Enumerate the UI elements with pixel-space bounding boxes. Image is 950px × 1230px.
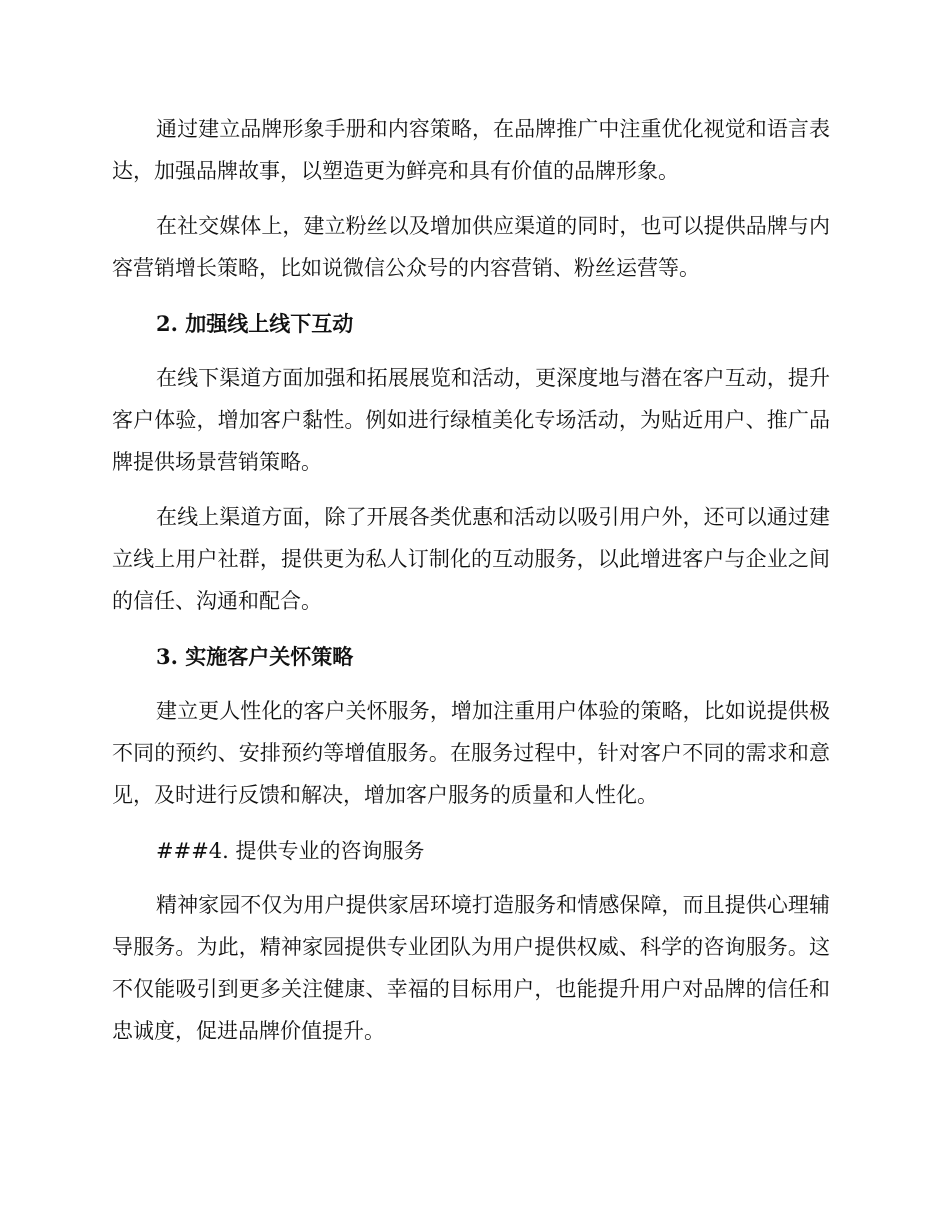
heading-online-offline-interaction: 2. 加强线上线下互动: [156, 311, 354, 336]
paragraph-online-channels: 在线上渠道方面，除了开展各类优惠和活动以吸引用户外，还可以通过建立线上用户社群，提供更为私人订制化的互动服务，以此增进客户与企业之间的信任、沟通和配合。: [112, 505, 830, 613]
paragraph-customer-care: 建立更人性化的客户关怀服务，增加注重用户体验的策略，比如说提供极不同的预约、安排预约等增值服务。在服务过程中，针对客户不同的需求和意见，及时进行反馈和解决，增加客户服务的质量和人性化。: [112, 699, 830, 807]
heading-customer-care: 3. 实施客户关怀策略: [156, 644, 354, 669]
paragraph-social-media: 在社交媒体上，建立粉丝以及增加供应渠道的同时，也可以提供品牌与内容营销增长策略，比如说微信公众号的内容营销、粉丝运营等。: [112, 214, 830, 280]
paragraph-offline-channels: 在线下渠道方面加强和拓展展览和活动，更深度地与潜在客户互动，提升客户体验，增加客户黏性。例如进行绿植美化专场活动，为贴近用户、推广品牌提供场景营销策略。: [112, 366, 830, 474]
paragraph-consulting-service: 精神家园不仅为用户提供家居环境打造服务和情感保障，而且提供心理辅导服务。为此，精神家园提供专业团队为用户提供权威、科学的咨询服务。这不仅能吸引到更多关注健康、幸福的目标用户，也能提升用户对品牌的信任和忠诚度，促进品牌价值提升。: [112, 893, 830, 1043]
paragraph-brand-image: 通过建立品牌形象手册和内容策略，在品牌推广中注重优化视觉和语言表达，加强品牌故事，以塑造更为鲜亮和具有价值的品牌形象。: [112, 117, 830, 183]
heading-consulting-service: ###4. 提供专业的咨询服务: [156, 839, 425, 863]
document-page: [112, 108, 830, 1052]
